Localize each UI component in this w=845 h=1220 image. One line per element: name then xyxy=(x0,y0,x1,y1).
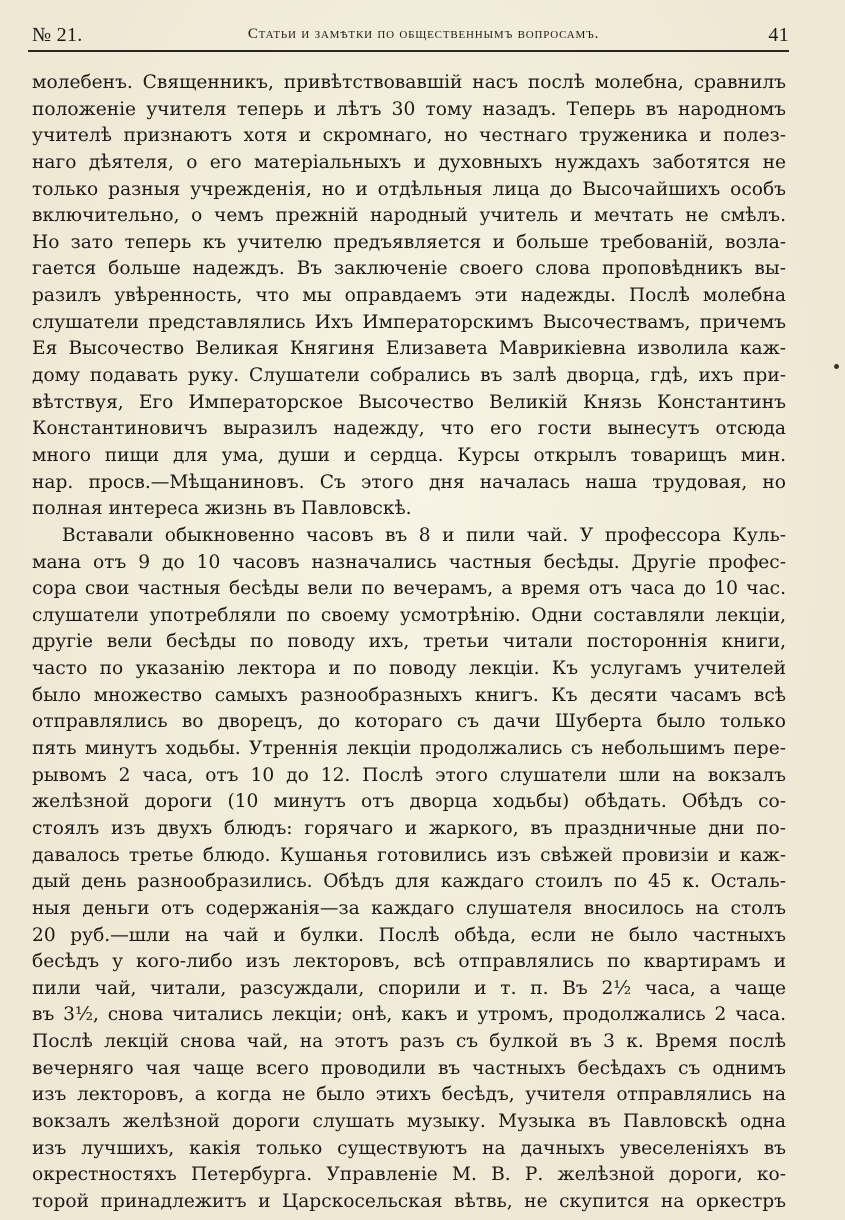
text-line: Ея Высочество Великая Княгиня Елизавета Маврикіевна изволила каж- xyxy=(32,338,786,360)
text-line: включительно, о чемъ прежній народный учитель и мечтать не смѣлъ. xyxy=(32,205,786,227)
page-number: 41 xyxy=(768,24,789,46)
text-line: вечерняго чая чаще всего проводили въ частныхъ бесѣдахъ съ однимъ xyxy=(32,1057,786,1079)
text-line: стоялъ изъ двухъ блюдъ: горячаго и жаркого, въ праздничные дни по- xyxy=(32,817,786,839)
text-line: дый день разнообразились. Обѣдъ для каждаго стоилъ по 45 к. Осталь- xyxy=(32,871,786,893)
text-line: учителѣ признаютъ хотя и скромнаго, но честнаго труженика и полез- xyxy=(32,125,786,147)
text-line: наго дѣятеля, о его матеріальныхъ и духовныхъ нуждахъ заботятся не xyxy=(32,151,786,173)
text-line: нар. просв.—Мѣщаниновъ. Съ этого дня началась наша трудовая, но xyxy=(32,471,786,493)
paragraph-end-line: полная интереса жизнь въ Павловскѣ. xyxy=(32,498,412,520)
text-line: дому подавать руку. Слушатели собрались въ залѣ дворца, гдѣ, ихъ при- xyxy=(32,365,786,387)
text-line: въ 3½, снова читались лекціи; онѣ, какъ и утромъ, продолжались 2 часа. xyxy=(32,1004,786,1026)
text-line: часто по указанію лектора и по поводу лекціи. Къ услугамъ учителей xyxy=(32,658,786,680)
text-line: сора свои частныя бесѣды вели по вечерамъ, а время отъ часа до 10 час. xyxy=(32,578,786,600)
text-line: разилъ увѣренность, что мы оправдаемъ эти надежды. Послѣ молебна xyxy=(32,285,786,307)
text-line: только разныя учрежденія, но и отдѣльныя лица до Высочайшихъ особъ xyxy=(32,178,786,200)
text-line: положеніе учителя теперь и лѣтъ 30 тому назадъ. Теперь въ народномъ xyxy=(32,98,786,120)
text-line: слушатели употребляли по своему усмотрѣнію. Одни составляли лекціи, xyxy=(32,604,786,626)
text-line: желѣзной дороги (10 минутъ отъ дворца ходьбы) обѣдать. Обѣдъ со- xyxy=(32,791,786,813)
running-header xyxy=(28,22,789,52)
paragraph-start-line: Вставали обыкновенно часовъ въ 8 и пили чай. У профессора Куль- xyxy=(62,524,786,546)
issue-number: № 21. xyxy=(32,24,83,46)
text-line: вокзалъ желѣзной дороги слушать музыку. Музыка въ Павловскѣ одна xyxy=(32,1110,786,1132)
section-title: Статьи и замѣтки по общественнымъ вопросамъ. xyxy=(247,26,600,42)
text-line: давалось третье блюдо. Кушанья готовились изъ свѣжей провизіи и каж- xyxy=(32,844,786,866)
text-line: изъ лучшихъ, какія только существуютъ на дачныхъ увеселеніяхъ въ xyxy=(32,1137,786,1159)
text-line: рывомъ 2 часа, отъ 10 до 12. Послѣ этого слушатели шли на вокзалъ xyxy=(32,764,786,786)
text-line: 20 руб.—шли на чай и булки. Послѣ обѣда, если не было частныхъ xyxy=(32,924,786,946)
text-line: пять минутъ ходьбы. Утреннія лекціи продолжались съ небольшимъ пере- xyxy=(32,738,786,760)
body-text xyxy=(32,70,786,1216)
text-line: пили чай, читали, разсуждали, спорили и т. п. Въ 2½ часа, а чаще xyxy=(32,977,786,999)
text-line: мана отъ 9 до 10 часовъ назначались частныя бесѣды. Другіе профес- xyxy=(32,551,786,573)
text-line: другіе вели бесѣды по поводу ихъ, третьи читали постороннія книги, xyxy=(32,631,786,653)
text-line: много пищи для ума, души и сердца. Курсы открылъ товарищъ мин. xyxy=(32,444,786,466)
text-line: отправлялись во дворецъ, до котораго съ дачи Шуберта было только xyxy=(32,711,786,733)
text-line: ныя деньги отъ содержанія—за каждаго слушателя вносилось на столъ xyxy=(32,897,786,919)
header-rule xyxy=(28,50,789,52)
text-line: молебенъ. Священникъ, привѣтствовавшій насъ послѣ молебна, сравнилъ xyxy=(32,72,786,93)
text-line: Послѣ лекцій снова чай, на этотъ разъ съ булкой въ 3 к. Время послѣ xyxy=(32,1031,786,1053)
text-line: гается больше надеждъ. Въ заключеніе своего слова проповѣдникъ вы- xyxy=(32,258,786,280)
margin-speck xyxy=(834,364,839,369)
text-line: окрестностяхъ Петербурга. Управленіе М. В. Р. желѣзной дороги, ко- xyxy=(32,1164,786,1186)
text-line: торой принадлежитъ и Царскосельская вѣтвь, не скупится на оркестръ xyxy=(32,1190,786,1212)
text-line: Константиновичъ выразилъ надежду, что его гости вынесутъ отсюда xyxy=(32,418,786,440)
text-line: изъ лекторовъ, а когда не было этихъ бесѣдъ, учителя отправлялись на xyxy=(32,1084,786,1106)
text-line: бесѣдъ у кого-либо изъ лекторовъ, всѣ отправлялись по квартирамъ и xyxy=(32,951,786,973)
text-line: вѣтствуя, Его Императорское Высочество Великій Князь Константинъ xyxy=(32,391,786,413)
text-line: слушатели представлялись Ихъ Императорскимъ Высочествамъ, причемъ xyxy=(32,311,786,333)
text-line: было множество самыхъ разнообразныхъ книгъ. Къ десяти часамъ всѣ xyxy=(32,684,786,706)
text-line: Но зато теперь къ учителю предъявляется и больше требованій, возла- xyxy=(32,231,786,253)
